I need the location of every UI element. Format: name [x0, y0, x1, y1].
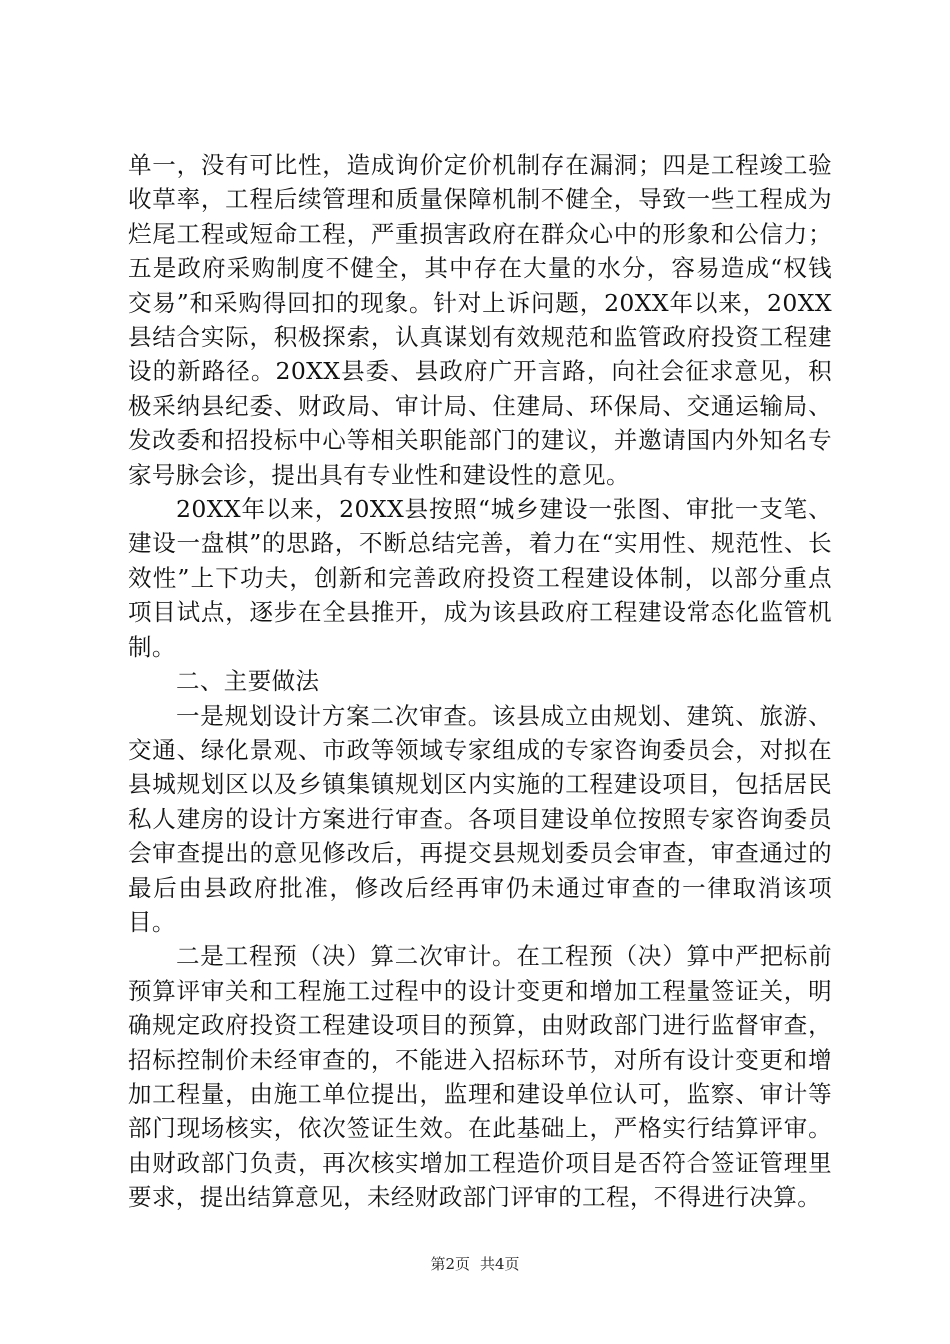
document-body [128, 148, 832, 1215]
paragraph-3: 一是规划设计方案二次审查。该县成立由规划、建筑、旅游、交通、绿化景观、市政等领域专家组成的专家咨询委员会，对拟在县城规划区以及乡镇集镇规划区内实施的工程建设项目，包括居民私人建房的设计方案进行审查。各项目建设单位按照专家咨询委员会审查提出的意见修改后，再提交县规划委员会审查，审查通过的最后由县政府批准，修改后经再审仍未通过审查的一律取消该项目。 [128, 701, 832, 936]
paragraph-2: 20XX年以来，20XX县按照“城乡建设一张图、审批一支笔、建设一盘棋”的思路，不断总结完善，着力在“实用性、规范性、长效性”上下功夫，创新和完善政府投资工程建设体制，以部分重点项目试点，逐步在全县推开，成为该县政府工程建设常态化监管机制。 [128, 495, 832, 661]
page-number: 第2页 [430, 1255, 470, 1273]
paragraph-4: 二是工程预（决）算二次审计。在工程预（决）算中严把标前预算评审关和工程施工过程中的设计变更和增加工程量签证关，明确规定政府投资工程建设项目的预算，由财政部门进行监督审查，招标控制价未经审查的，不能进入招标环节，对所有设计变更和增加工程量，由施工单位提出，监理和建设单位认可，监察、审计等部门现场核实，依次签证生效。在此基础上，严格实行结算评审。由财政部门负责，再次核实增加工程造价项目是否符合签证管理里要求，提出结算意见，未经财政部门评审的工程，不得进行决算。 [128, 942, 832, 1212]
section-heading: 二、主要做法 [176, 667, 320, 696]
page-footer [0, 1254, 950, 1274]
paragraph-1: 单一，没有可比性，造成询价定价机制存在漏洞；四是工程竣工验收草率，工程后续管理和质量保障机制不健全，导致一些工程成为烂尾工程或短命工程，严重损害政府在群众心中的形象和公信力；五是政府采购制度不健全，其中存在大量的水分，容易造成“权钱交易”和采购得回扣的现象。针对上诉问题，20XX年以来，20XX县结合实际，积极探索，认真谋划有效规范和监管政府投资工程建设的新路径。20XX县委、县政府广开言路，向社会征求意见，积极采纳县纪委、财政局、审计局、住建局、环保局、交通运输局、发改委和招投标中心等相关职能部门的建议，并邀请国内外知名专家号脉会诊，提出具有专业性和建设性的意见。 [128, 151, 832, 489]
page-total: 共4页 [480, 1255, 520, 1273]
